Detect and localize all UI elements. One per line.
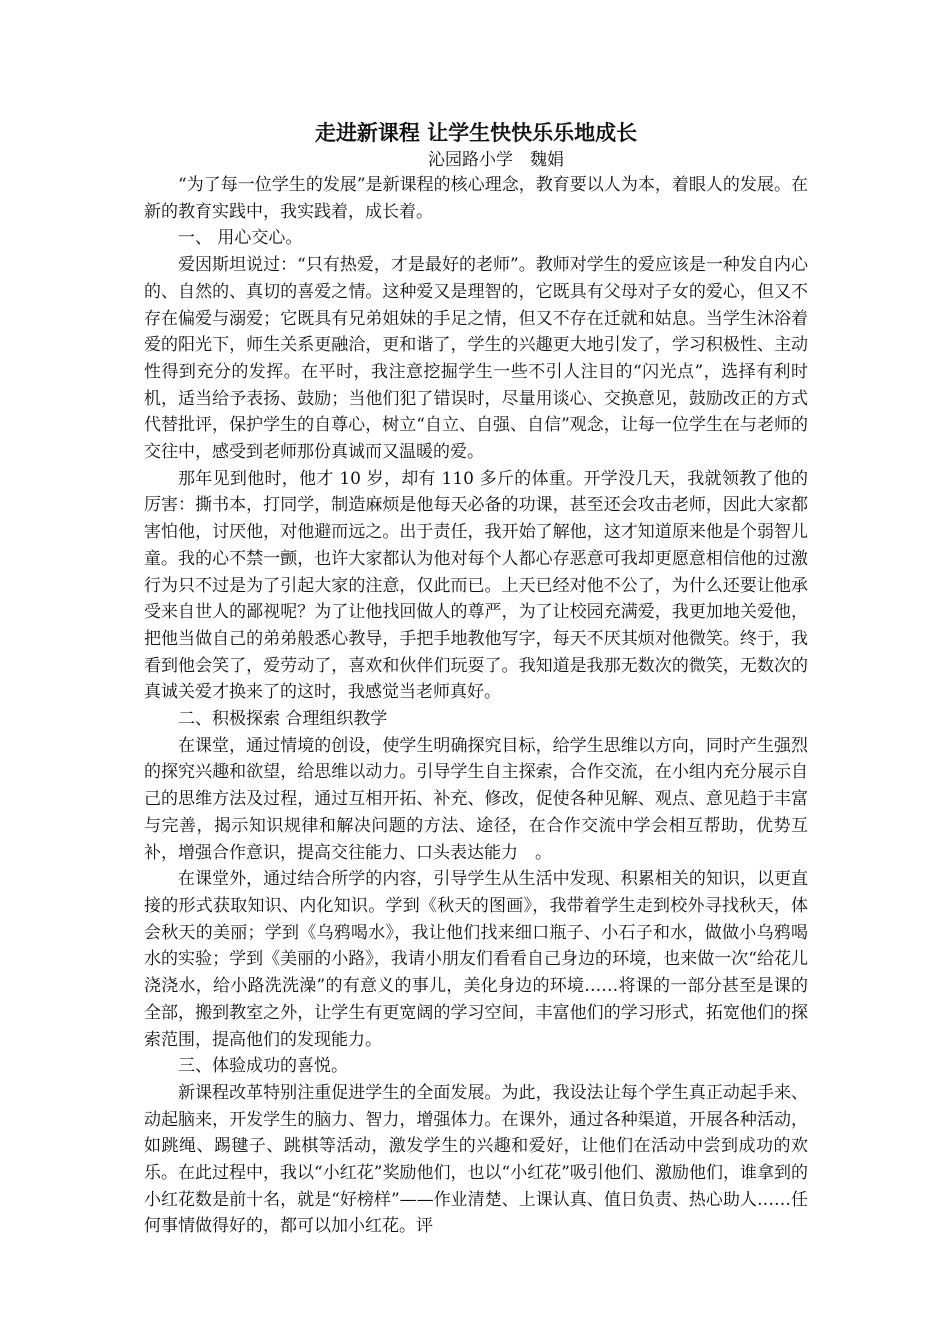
page-title: 走进新课程 让学生快快乐乐地成长 (314, 121, 638, 145)
paragraph-classroom: 在课堂，通过情境的创设，使学生明确探究目标，给学生思维以方向，同时产生强烈的探究兴趣和欲望，给思维以动力。引导学生自主探索，合作交流，在小组内充分展示自己的思维方法及过程，通过互相开拓、补充、修改，促使各种见解、观点、意见趋于丰富与完善，揭示知识规律和解决问题的方法、途径，在合作交流中学会相互帮助，优势互补，增强合作意识，提高交往能力、口头表达能力 。 (144, 735, 808, 863)
paragraph-love: 爱因斯坦说过：“只有热爱，才是最好的老师”。教师对学生的爱应该是一种发自内心的、自然的、真切的喜爱之情。这种爱又是理智的，它既具有父母对子女的爱心，但又不存在偏爱与溺爱；它既具有兄弟姐妹的手足之情，但又不存在迁就和姑息。当学生沐浴着爱的阳光下，师生关系更融洽，更和谐了，学生的兴趣更大地引发了，学习积极性、主动性得到充分的发挥。在平时，我注意挖掘学生一些不引人注目的“闪光点”，选择有利时机，适当给予表扬、鼓励；当他们犯了错误时，尽量用谈心、交换意见，鼓励改正的方式代替批评，保护学生的自尊心，树立“自立、自强、自信”观念，让每一位学生在与老师的交往中，感受到老师那份真诚而又温暖的爱。 (144, 255, 808, 463)
paragraph-intro: “为了每一位学生的发展”是新课程的核心理念，教育要以人为本，着眼人的发展。在新的教育实践中，我实践着，成长着。 (144, 175, 808, 222)
paragraph-outside-class: 在课堂外，通过结合所学的内容，引导学生从生活中发现、积累相关的知识，以更直接的形式获取知识、内化知识。学到《秋天的图画》，我带着学生走到校外寻找秋天，体会秋天的美丽；学到《乌鸦喝水》，我让他们找来细口瓶子、小石子和水，做做小乌鸦喝水的实验；学到《美丽的小路》，我请小朋友们看看自己身边的环境，也来做一次“给花儿浇浇水，给小路洗洗澡”的有意义的事儿，美化身边的环境……将课的一部分甚至是课的全部，搬到教室之外，让学生有更宽阔的学习空间，丰富他们的学习形式，拓宽他们的探索范围，提高他们的发现能力。 (144, 869, 808, 1050)
section-heading-1: 一、 用心交心。 (178, 228, 303, 249)
author-line: 沁园路小学 魏娟 (428, 150, 564, 170)
paragraph-success: 新课程改革特别注重促进学生的全面发展。为此，我设法让每个学生真正动起手来、动起脑来，开发学生的脑力、智力，增强体力。在课外，通过各种渠道，开展各种活动，如跳绳、踢毽子、跳棋等活动，激发学生的兴趣和爱好，让他们在活动中尝到成功的欢乐。在此过程中，我以“小红花”奖励他们，也以“小红花”吸引他们、激励他们，谁拿到的小红花数是前十名，就是“好榜样”——作业清楚、上课认真、值日负责、热心助人……任何事情做得好的，都可以加小红花。评 (144, 1082, 808, 1237)
document-page (144, 118, 808, 1240)
section-heading-3: 三、体验成功的喜悦。 (178, 1056, 348, 1077)
section-heading-2: 二、积极探索 合理组织教学 (178, 709, 388, 730)
paragraph-story: 那年见到他时，他才 10 岁，却有 110 多斤的体重。开学没几天，我就领教了他的厉害：撕书本，打同学，制造麻烦是他每天必备的功课，甚至还会攻击老师，因此大家都害怕他，讨厌他，对他避而远之。出于责任，我开始了解他，这才知道原来他是个弱智儿童。我的心不禁一颤，也许大家都认为他对每个人都心存恶意可我却更愿意相信他的过激行为只不过是为了引起大家的注意，仅此而已。上天已经对他不公了，为什么还要让他承受来自世人的鄙视呢？为了让他找回做人的尊严，为了让校园充满爱，我更加地关爱他，把他当做自己的弟弟般悉心教导，手把手地教他写字，每天不厌其烦对他微笑。终于，我看到他会笑了，爱劳动了，喜欢和伙伴们玩耍了。我知道是我那无数次的微笑，无数次的真诚关爱才换来了的这时，我感觉当老师真好。 (144, 468, 808, 703)
